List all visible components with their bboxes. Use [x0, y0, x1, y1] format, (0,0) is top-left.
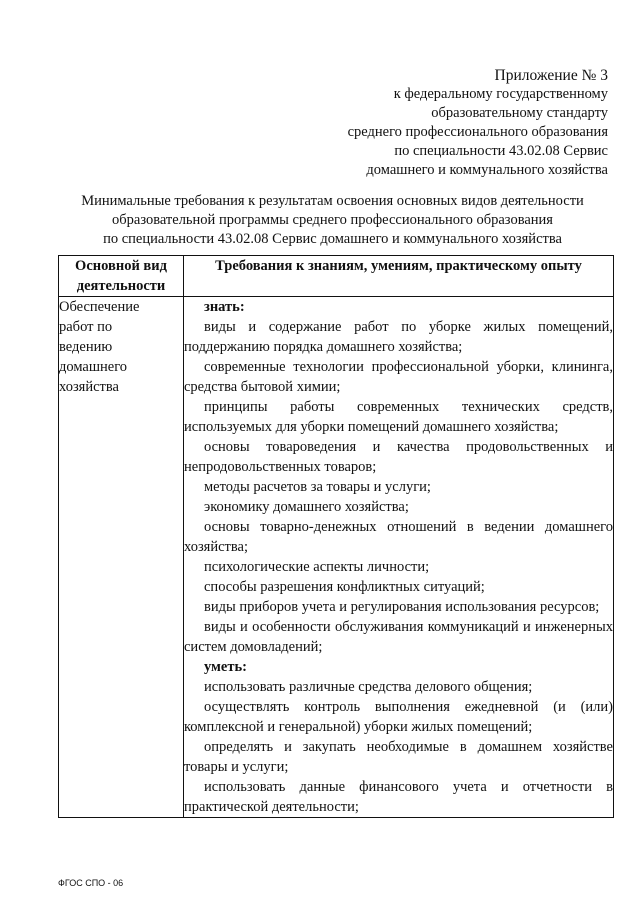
requirement-item: экономику домашнего хозяйства;: [204, 499, 409, 515]
requirement-item: виды приборов учета и регулирования использования ресурсов;: [204, 599, 600, 615]
requirement-item: виды и особенности обслуживания коммуникаций и инженерных систем домовладений;: [184, 619, 613, 655]
appendix-header: [288, 66, 608, 180]
appendix-line: Приложение № 3: [494, 67, 608, 84]
requirements-heading: уметь:: [204, 659, 247, 675]
activity-cell: [59, 297, 184, 818]
activity-line: Обеспечение: [59, 299, 140, 315]
requirement-item: принципы работы современных технических средств, используемых для уборки помещений домашнего хозяйства;: [184, 399, 613, 435]
title-line: по специальности 43.02.08 Сервис домашнего и коммунального хозяйства: [103, 231, 562, 247]
appendix-line: среднего профессионального образования: [347, 124, 608, 140]
requirement-item: виды и содержание работ по уборке жилых помещений, поддержанию порядка домашнего хозяйства;: [184, 319, 613, 355]
requirements-cell: [184, 297, 614, 818]
appendix-line: домашнего и коммунального хозяйства: [366, 162, 608, 178]
requirements-heading: знать:: [204, 299, 245, 315]
activity-line: домашнего: [59, 359, 128, 375]
requirement-item: современные технологии профессиональной уборки, клининга, средства бытовой химии;: [184, 359, 613, 395]
activity-line: работ по: [59, 319, 113, 335]
appendix-line: образовательному стандарту: [431, 105, 608, 121]
footer-code: ФГОС СПО - 06: [58, 878, 124, 888]
activity-line: хозяйства: [59, 379, 119, 395]
document-title: [40, 192, 625, 249]
requirement-item: способы разрешения конфликтных ситуаций;: [204, 579, 485, 595]
requirement-item: определять и закупать необходимые в домашнем хозяйстве товары и услуги;: [184, 739, 613, 775]
appendix-line: по специальности 43.02.08 Сервис: [394, 143, 608, 159]
requirement-item: осуществлять контроль выполнения ежедневной (и (или) комплексной и генеральной) уборки жилых помещений;: [184, 699, 613, 735]
requirement-item: основы товароведения и качества продовольственных и непродовольственных товаров;: [184, 439, 613, 475]
requirement-item: психологические аспекты личности;: [204, 559, 430, 575]
header-activity: Основной вид деятельности: [59, 256, 184, 297]
appendix-line: к федеральному государственному: [393, 86, 608, 102]
title-line: образовательной программы среднего профессионального образования: [112, 212, 553, 228]
header-requirements: Требования к знаниям, умениям, практическому опыту: [184, 256, 614, 297]
title-line: Минимальные требования к результатам освоения основных видов деятельности: [81, 193, 584, 209]
activity-line: ведению: [59, 339, 113, 355]
table-row: [59, 297, 614, 818]
table-header-row: [59, 256, 614, 297]
requirement-item: использовать данные финансового учета и отчетности в практической деятельности;: [184, 779, 613, 815]
requirement-item: основы товарно-денежных отношений в ведении домашнего хозяйства;: [184, 519, 613, 555]
requirement-item: методы расчетов за товары и услуги;: [204, 479, 431, 495]
requirements-table: [58, 255, 614, 818]
requirement-item: использовать различные средства делового общения;: [204, 679, 533, 695]
